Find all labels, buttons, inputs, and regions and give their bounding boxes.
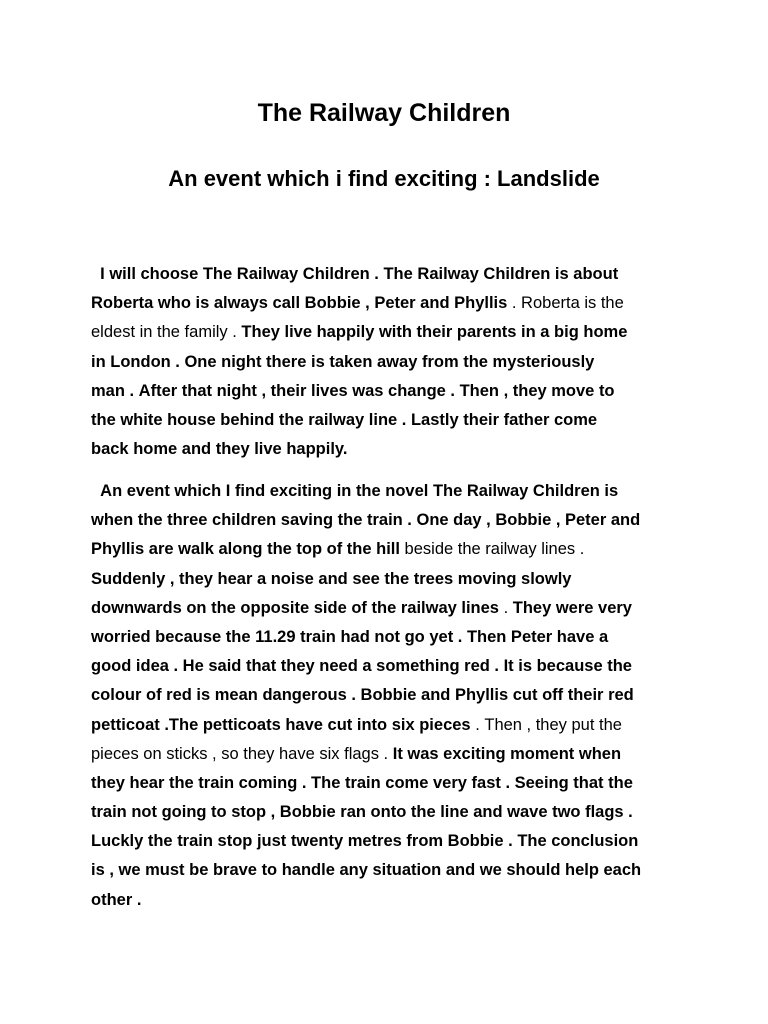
paragraph-exciting-event: [91, 477, 691, 915]
text-run: . Roberta is the: [507, 294, 624, 313]
text-line: [91, 289, 691, 318]
text-run: when the three children saving the train . One day , Bobbie , Peter and: [91, 511, 641, 530]
text-run: eldest in the family .: [91, 323, 242, 342]
text-line: [91, 623, 691, 652]
text-run: Luckly the train stop just twenty metres from Bobbie . The conclusion: [91, 832, 639, 851]
text-line: [91, 318, 691, 347]
text-run: colour of red is mean dangerous . Bobbie and Phyllis cut off their red: [91, 686, 634, 705]
text-run: I will choose The Railway Children . The Railway Children is about: [91, 265, 619, 283]
text-line: [91, 406, 691, 435]
text-line: [91, 886, 691, 915]
paragraph-summary: [91, 260, 691, 464]
text-line: [91, 535, 691, 564]
text-line: [91, 681, 691, 710]
text-run: in London . One night there is taken away from the mysteriously: [91, 352, 595, 371]
text-run: is , we must be brave to handle any situation and we should help each: [91, 861, 642, 880]
text-line: [91, 594, 691, 623]
text-line: [91, 711, 691, 740]
text-run: beside the railway lines .: [399, 540, 585, 559]
text-line: [91, 798, 691, 827]
text-line: [91, 740, 691, 769]
text-line: [91, 435, 691, 464]
text-run: They were very: [512, 598, 632, 617]
text-run: train not going to stop , Bobbie ran onto the line and wave two flags .: [91, 803, 633, 822]
text-line: [91, 652, 691, 681]
text-run: good idea . He said that they need a something red . It is because the: [91, 657, 632, 676]
text-line: [91, 856, 691, 885]
text-run: It was exciting moment when: [392, 744, 622, 763]
text-line: [91, 769, 691, 798]
text-run: .: [498, 598, 513, 617]
text-run: the white house behind the railway line . Lastly their father come: [91, 410, 598, 429]
text-run: back home and they live happily.: [91, 440, 348, 459]
text-line: [91, 377, 691, 406]
text-line: [91, 348, 691, 377]
text-run: Roberta who is always call Bobbie , Peter and Phyllis: [91, 294, 508, 313]
text-line: [91, 477, 691, 506]
text-run: pieces on sticks , so they have six flags .: [91, 744, 393, 763]
text-run: worried because the 11.29 train had not go yet . Then Peter have a: [91, 627, 609, 646]
text-run: man . After that night , their lives was change . Then , they move to: [91, 381, 615, 400]
text-run: petticoat .The petticoats have cut into six pieces: [91, 715, 471, 734]
text-run: they hear the train coming . The train come very fast . Seeing that the: [91, 773, 633, 792]
text-line: [91, 565, 691, 594]
document-subtitle: An event which i find exciting : Landslide: [168, 166, 600, 191]
text-run: other .: [91, 890, 142, 909]
text-run: Phyllis are walk along the top of the hill: [91, 540, 400, 559]
text-run: An event which I find exciting in the novel The Railway Children is: [91, 482, 619, 500]
text-line: [91, 260, 691, 289]
text-run: downwards on the opposite side of the railway lines: [91, 598, 499, 617]
text-line: [91, 506, 691, 535]
text-line: [91, 827, 691, 856]
text-run: . Then , they put the: [470, 715, 622, 734]
document-title: The Railway Children: [257, 99, 511, 127]
text-run: Suddenly , they hear a noise and see the trees moving slowly: [91, 569, 572, 588]
text-run: They live happily with their parents in a big home: [241, 323, 628, 342]
